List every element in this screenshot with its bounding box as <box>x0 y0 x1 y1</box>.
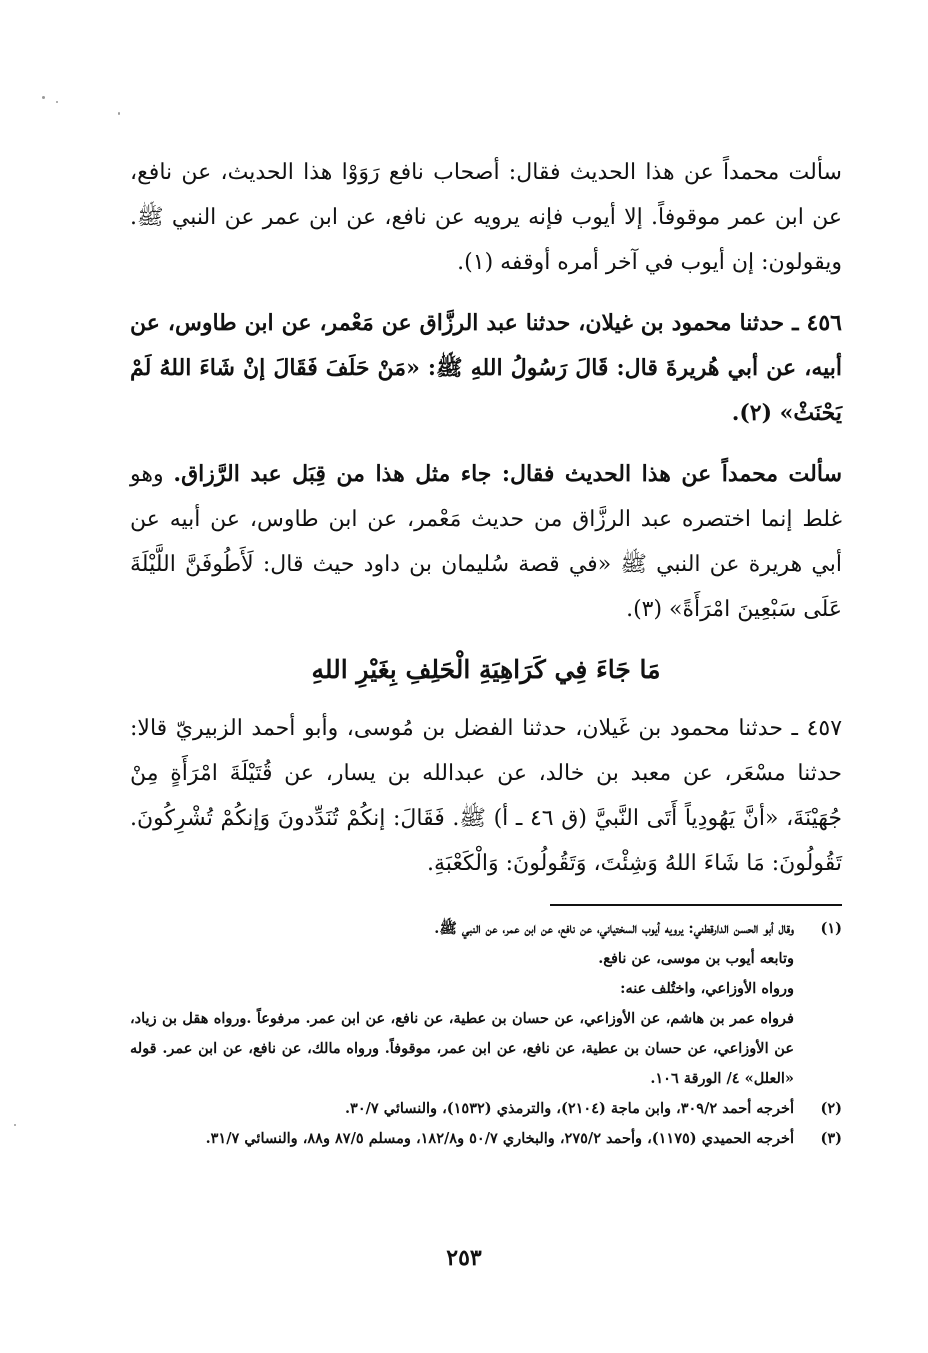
footnote-number: (٣) <box>820 1130 842 1147</box>
scan-speck <box>14 1124 16 1126</box>
footnote-line: وتابعه أيوب بن موسى، عن نافع. <box>598 950 794 967</box>
footnote-item <box>130 1124 842 1154</box>
hadith-matn: قَالَ رَسُولُ اللهِ ﷺ: «مَنْ حَلَفَ فَقَالَ إنْ شَاءَ اللهُ لَمْ يَحْنَثْ» (٢). <box>130 355 842 426</box>
hadith-456 <box>130 301 842 436</box>
footnotes <box>130 914 842 1154</box>
analysis-lead: سألت محمداً عن هذا الحديث فقال: جاء مثل هذا من قِبَل عبد الرَّزاق. <box>173 461 843 487</box>
footnote-item <box>130 1094 842 1124</box>
paragraph-456-analysis <box>130 452 842 632</box>
footnote-line: فرواه عمر بن هاشم، عن الأوزاعي، عن حسان بن عطية، عن نافع، عن ابن عمر. مرفوعاً .ورواه هقل بن زياد، عن الأوزاعي، عن حسان بن عطية، عن نافع، عن ابن عمر، موقوفاً. ورواه مالك، عن نافع، عن ابن عمر. قوله «العلل» ٤/ الورقة ١٠٦. <box>130 1010 794 1087</box>
paragraph-text: سألت محمداً عن هذا الحديث فقال: أصحاب نافع رَوَوْا هذا الحديث، عن نافع، عن ابن عمر موقوفاً. إلا أيوب فإنه يرويه عن نافع، عن ابن عمر عن النبي ﷺ. ويقولون: إن أيوب في آخر أمره أوقفه (١). <box>130 160 842 275</box>
footnote-item <box>130 914 842 1094</box>
footnote-divider <box>550 904 842 906</box>
chapter-heading: مَا جَاءَ فِي كَرَاهِيَةِ الْحَلِفِ بِغَيْرِ اللهِ <box>311 655 661 684</box>
scan-speck <box>56 101 58 103</box>
hadith-text: ٤٥٧ ـ حدثنا محمود بن غَيلان، حدثنا الفضل بن مُوسى، وأبو أحمد الزبيريّ قالا: حدثنا مسْعَر، عن معبد بن خالد، عن عبدالله بن يسار، عن قُتَيْلَةَ امْرَأَةٍ مِنْ جُهَيْنَةَ، «أنَّ يَهُودِياً أَتَى النَّبيَّ (ق ٤٦ ـ أ) ﷺ. فَقَالَ: إنكُمْ تُنَدِّدونَ وَإنكُمْ تُشْرِكُونَ. تَقُولُونَ: مَا شَاءَ اللهُ وَشِئْتَ، وَتَقُولُونَ: وَالْكَعْبَةِ. <box>130 716 843 876</box>
footnote-number: (١) <box>820 920 842 937</box>
hadith-isnad: ٤٥٦ ـ حدثنا محمود بن غيلان، حدثنا عبد الرزَّاق عن مَعْمر، عن ابن طاوس، عن أبيه، عن أبي هُريرةَ قال: <box>130 310 842 381</box>
scan-speck <box>118 112 120 115</box>
footnote-body <box>130 1124 794 1154</box>
footnote-number: (٢) <box>820 1100 842 1117</box>
page-content <box>130 150 842 1154</box>
footnote-body <box>130 914 794 1094</box>
page-number: ٢٥٣ <box>446 1245 482 1271</box>
analysis-text: وهو غلط إنما اختصره عبد الرزَّاق من حديث مَعْمر، عن ابن طاوس، عن أبيه عن أبي هريرة عن النبي ﷺ «في قصة سُليمان بن داود حيث قال: لَأَطُوفَنَّ اللَّيْلَةَ عَلَى سَبْعِينَ امْرَأَةً» (٣). <box>130 462 842 622</box>
scan-speck <box>42 96 45 99</box>
footnote-line: أخرجه الحميدي (١١٧٥)، وأحمد ٢٧٥/٢، والبخاري ٥٠/٧ و١٨٢/٨، ومسلم ٨٧/٥ و٨٨، والنسائي ٣١/٧. <box>205 1130 794 1147</box>
footnote-line: ورواه الأوزاعي، واختُلف عنه: <box>620 980 794 997</box>
hadith-457 <box>130 706 842 886</box>
footnote-line: وقال أبو الحسن الدارقطني: يرويه أيوب السختياني، عن نافع، عن ابن عمر، عن النبي ﷺ. <box>434 920 794 937</box>
footnote-body <box>130 1094 794 1124</box>
footnote-line: أخرجه أحمد ٣٠٩/٢، وابن ماجة (٢١٠٤)، والترمذي (١٥٣٢)، والنسائي ٣٠/٧. <box>344 1100 794 1117</box>
paragraph-456-commentary <box>130 150 842 285</box>
